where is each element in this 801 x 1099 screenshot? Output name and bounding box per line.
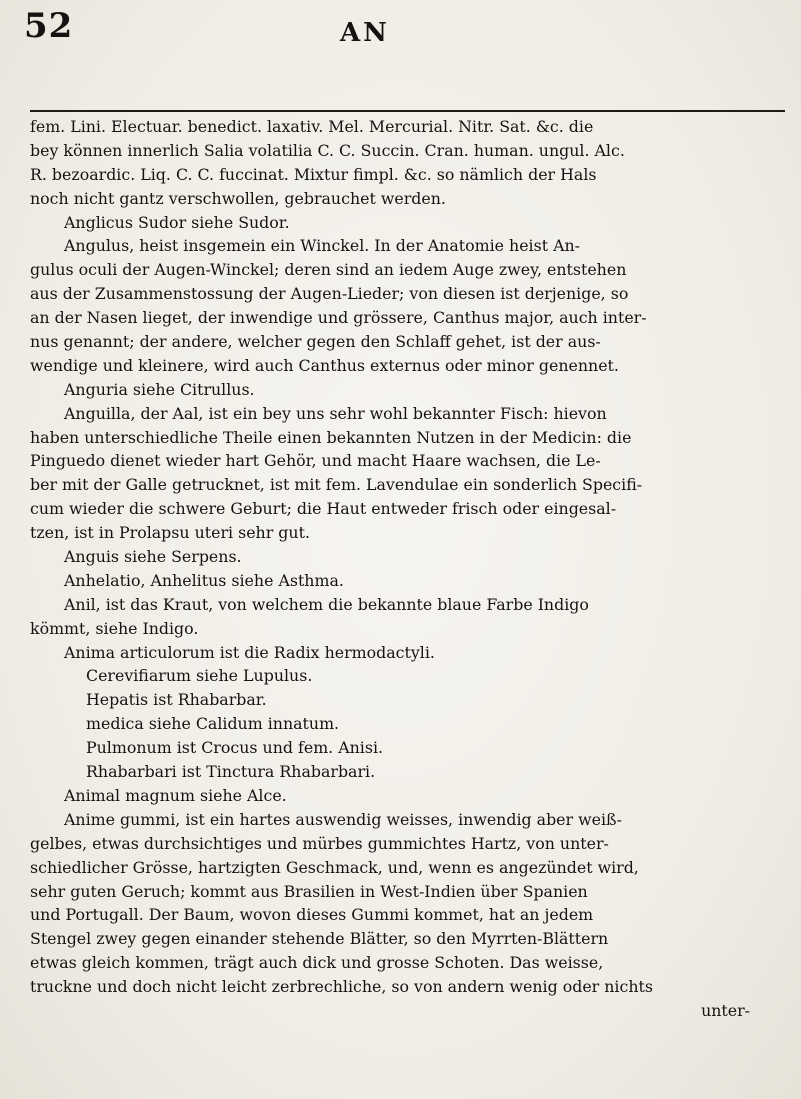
text-line: wendige und kleinere, wird auch Canthus externus oder minor genennet. <box>30 355 619 375</box>
text-line: kömmt, siehe Indigo. <box>30 618 199 638</box>
subentry-cerevisiarum: Cerevifiarum siehe Lupulus. <box>86 666 313 686</box>
entry-anhelatio: Anhelatio, Anhelitus siehe Asthma. <box>64 570 344 590</box>
text-line: an der Nasen lieget, der inwendige und grössere, Canthus major, auch inter- <box>30 308 647 328</box>
text-line: nus genannt; der andere, welcher gegen den Schlaff gehet, ist der aus- <box>30 332 601 352</box>
text-line: Pinguedo dienet wieder hart Gehör, und macht Haare wachsen, die Le- <box>30 451 601 471</box>
text-line: gelbes, etwas durchsichtiges und mürbes gummichtes Hartz, von unter- <box>30 833 609 853</box>
body-text <box>30 115 790 1023</box>
subentry-hepatis: Hepatis ist Rhabarbar. <box>86 690 267 710</box>
catchword: unter- <box>701 1000 750 1020</box>
text-line: truckne und doch nicht leicht zerbrechliche, so von andern wenig oder nichts <box>30 977 653 997</box>
entry-animal-magnum: Animal magnum siehe Alce. <box>64 785 287 805</box>
text-line: haben unterschiedliche Theile einen bekannten Nutzen in der Medicin: die <box>30 427 632 447</box>
text-line: etwas gleich kommen, trägt auch dick und grosse Schoten. Das weisse, <box>30 953 604 973</box>
entry-anguilla: Anguilla, der Aal, ist ein bey uns sehr wohl bekannter Fisch: hievon <box>64 403 607 423</box>
text-line: cum wieder die schwere Geburt; die Haut entweder frisch oder eingesal- <box>30 499 617 519</box>
text-line: schiedlicher Grösse, hartzigten Geschmack, und, wenn es angezündet wird, <box>30 857 639 877</box>
page-number: 52 <box>24 6 74 46</box>
entry-angulus: Angulus, heist insgemein ein Winckel. In der Anatomie heist An- <box>64 236 581 256</box>
header-rule <box>30 110 785 112</box>
entry-anglicus: Anglicus Sudor siehe Sudor. <box>64 212 290 232</box>
entry-anima: Anima articulorum ist die Radix hermodactyli. <box>64 642 435 662</box>
text-line: aus der Zusammenstossung der Augen-Lieder; von diesen ist derjenige, so <box>30 284 629 304</box>
text-line: fem. Lini. Electuar. benedict. laxativ. Mel. Mercurial. Nitr. Sat. &c. die <box>30 117 594 136</box>
text-line: noch nicht gantz verschwollen, gebrauchet werden. <box>30 188 446 208</box>
text-line: Stengel zwey gegen einander stehende Blätter, so den Myrrten-Blättern <box>30 929 609 949</box>
entry-anguis: Anguis siehe Serpens. <box>64 547 242 567</box>
text-line: R. bezoardic. Liq. C. C. fuccinat. Mixtur fimpl. &c. so nämlich der Hals <box>30 164 597 184</box>
subentry-pulmonum: Pulmonum ist Crocus und fem. Anisi. <box>86 738 384 758</box>
entry-anime-gummi: Anime gummi, ist ein hartes auswendig weisses, inwendig aber weiß- <box>64 809 622 829</box>
text-line: sehr guten Geruch; kommt aus Brasilien in West-Indien über Spanien <box>30 881 588 901</box>
subentry-medica: medica siehe Calidum innatum. <box>86 714 340 734</box>
text-line: ber mit der Galle getrucknet, ist mit fem. Lavendulae ein sonderlich Specifi- <box>30 475 643 495</box>
text-line: und Portugall. Der Baum, wovon dieses Gummi kommet, hat an jedem <box>30 905 594 925</box>
text-line: bey können innerlich Salia volatilia C. C. Succin. Cran. human. ungul. Alc. <box>30 140 625 160</box>
entry-anil: Anil, ist das Kraut, von welchem die bekannte blaue Farbe Indigo <box>64 594 589 614</box>
text-line: gulus oculi der Augen-Winckel; deren sind an iedem Auge zwey, entstehen <box>30 260 627 280</box>
entry-anguria: Anguria siehe Citrullus. <box>64 379 255 399</box>
subentry-rhabarbari: Rhabarbari ist Tinctura Rhabarbari. <box>86 762 376 782</box>
text-line: tzen, ist in Prolapsu uteri sehr gut. <box>30 523 310 543</box>
running-head: AN <box>340 18 390 48</box>
